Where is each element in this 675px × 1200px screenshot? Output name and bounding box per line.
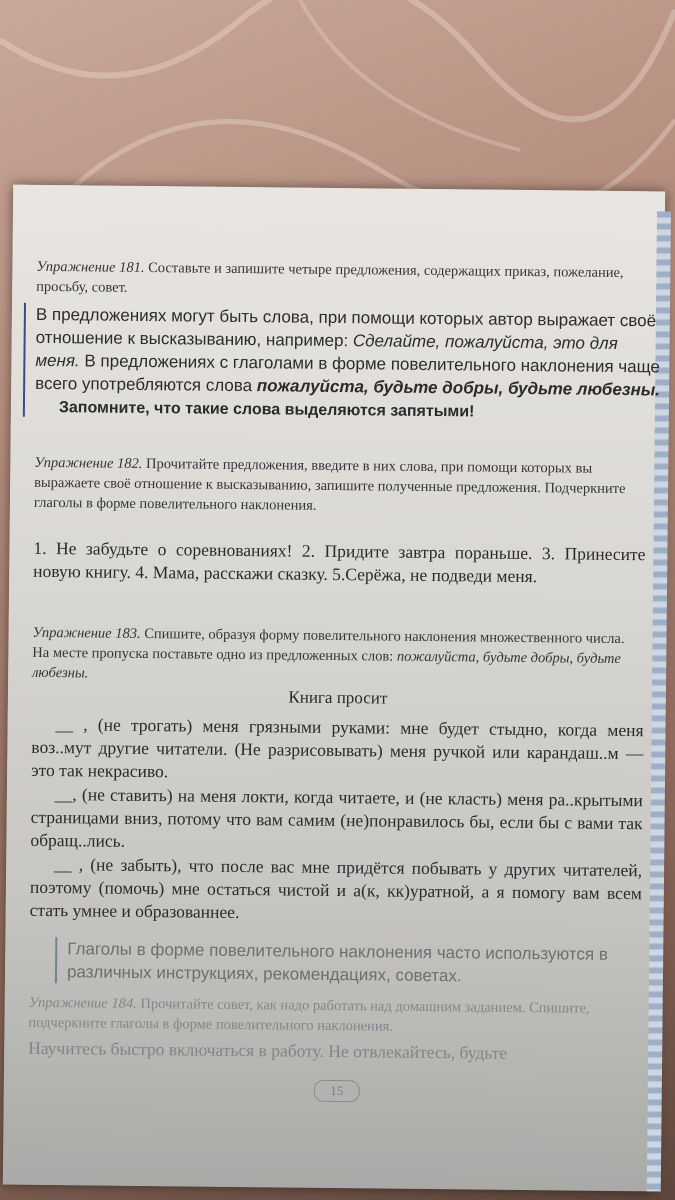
tablecloth-pattern bbox=[0, 0, 675, 200]
exercise-183-words: пожалуйста, будьте добры, будьте любезны. bbox=[32, 648, 621, 682]
exercise-182-sentences: 1. Не забудьте о соревнованиях! 2. Придите завтра пораньше. 3. Принесите новую книгу. 4. Мама, расскажи сказку. 5.Серёжа, не подведи меня. bbox=[33, 537, 646, 587]
exercise-183 bbox=[32, 623, 645, 689]
exercise-184 bbox=[28, 993, 640, 1039]
exercise-182 bbox=[34, 453, 647, 519]
exercise-181 bbox=[36, 257, 648, 303]
story-paragraph-1: __ , (не трогать) меня грязными руками: мне будет стыдно, когда меня воз..мут другие читатели. (Не разрисовывать) меня ручкой или карандаш..м — это так некрасиво. bbox=[31, 714, 644, 782]
exercise-181-label: Упражнение 181. bbox=[36, 258, 145, 276]
textbook-page bbox=[3, 185, 665, 1192]
rule-box-2 bbox=[55, 937, 647, 989]
rule-1-words: пожалуйста, будьте добры, будьте любезны. bbox=[256, 376, 661, 400]
exercise-184-label: Упражнение 184. bbox=[28, 994, 137, 1012]
exercise-183-label: Упражнение 183. bbox=[32, 624, 141, 642]
exercise-182-label: Упражнение 182. bbox=[34, 454, 143, 472]
exercise-184-text: Прочитайте совет, как надо работать над домашним заданием. Спишите, подчеркните глаголы в форме повелительного наклонения. bbox=[28, 995, 590, 1035]
exercise-183-text: Спишите, образуя форму повелительного наклонения множественного числа. На месте пропуска поставьте одно из предложенных слов: bbox=[32, 626, 625, 665]
story-paragraph-3: __ , (не забыть), что после вас мне придётся побывать у других читателей, поэтому (помочь) мне остаться чистой и а(к, кк)уратной, а я помогу вам всем стать умнее и образованнее. bbox=[29, 854, 643, 923]
story-paragraph-2: __, (не ставить) на меня локти, когда читаете, и (не класть) меня ра..крытыми страницами вниз, потому что вам самим (не)понравилось бы, если бы с вами так обращ..лись. bbox=[30, 784, 643, 851]
rule-2-text: Глаголы в форме повелительного наклонения часто используются в различных инструкциях, рекомендациях, советах. bbox=[66, 939, 609, 986]
rule-1-part1: В предложениях могут быть слова, при помощи которых автор выражает своё отношение к высказыванию, например: bbox=[35, 304, 657, 351]
rule-1-example: Сделайте, пожалуйста, это для меня. bbox=[35, 331, 618, 371]
rule-1-part2: В предложениях с глаголами в форме повелительного наклонения чаще всего употребляются слова bbox=[35, 351, 661, 396]
rule-1-text bbox=[35, 303, 666, 402]
exercise-182-text: Прочитайте предложения, введите в них слова, при помощи которых вы выражаете своё отношение к высказыванию, запишите полученные предложения. Подчеркните глаголы в форме повелительного наклонения. bbox=[33, 456, 626, 514]
exercise-181-text: Составьте и запишите четыре предложения, содержащих приказ, пожелание, просьбу, совет. bbox=[36, 260, 624, 296]
rule-1-note: Запомните, что такие слова выделяются запятыми! bbox=[58, 399, 475, 421]
exercise-184-sentence: Научитесь быстро включаться в работу. Не отвлекайтесь, будьте bbox=[28, 1037, 508, 1063]
story-title: Книга просит bbox=[288, 687, 388, 708]
page-number: 15 bbox=[314, 1080, 360, 1102]
rule-box-1 bbox=[23, 303, 666, 424]
